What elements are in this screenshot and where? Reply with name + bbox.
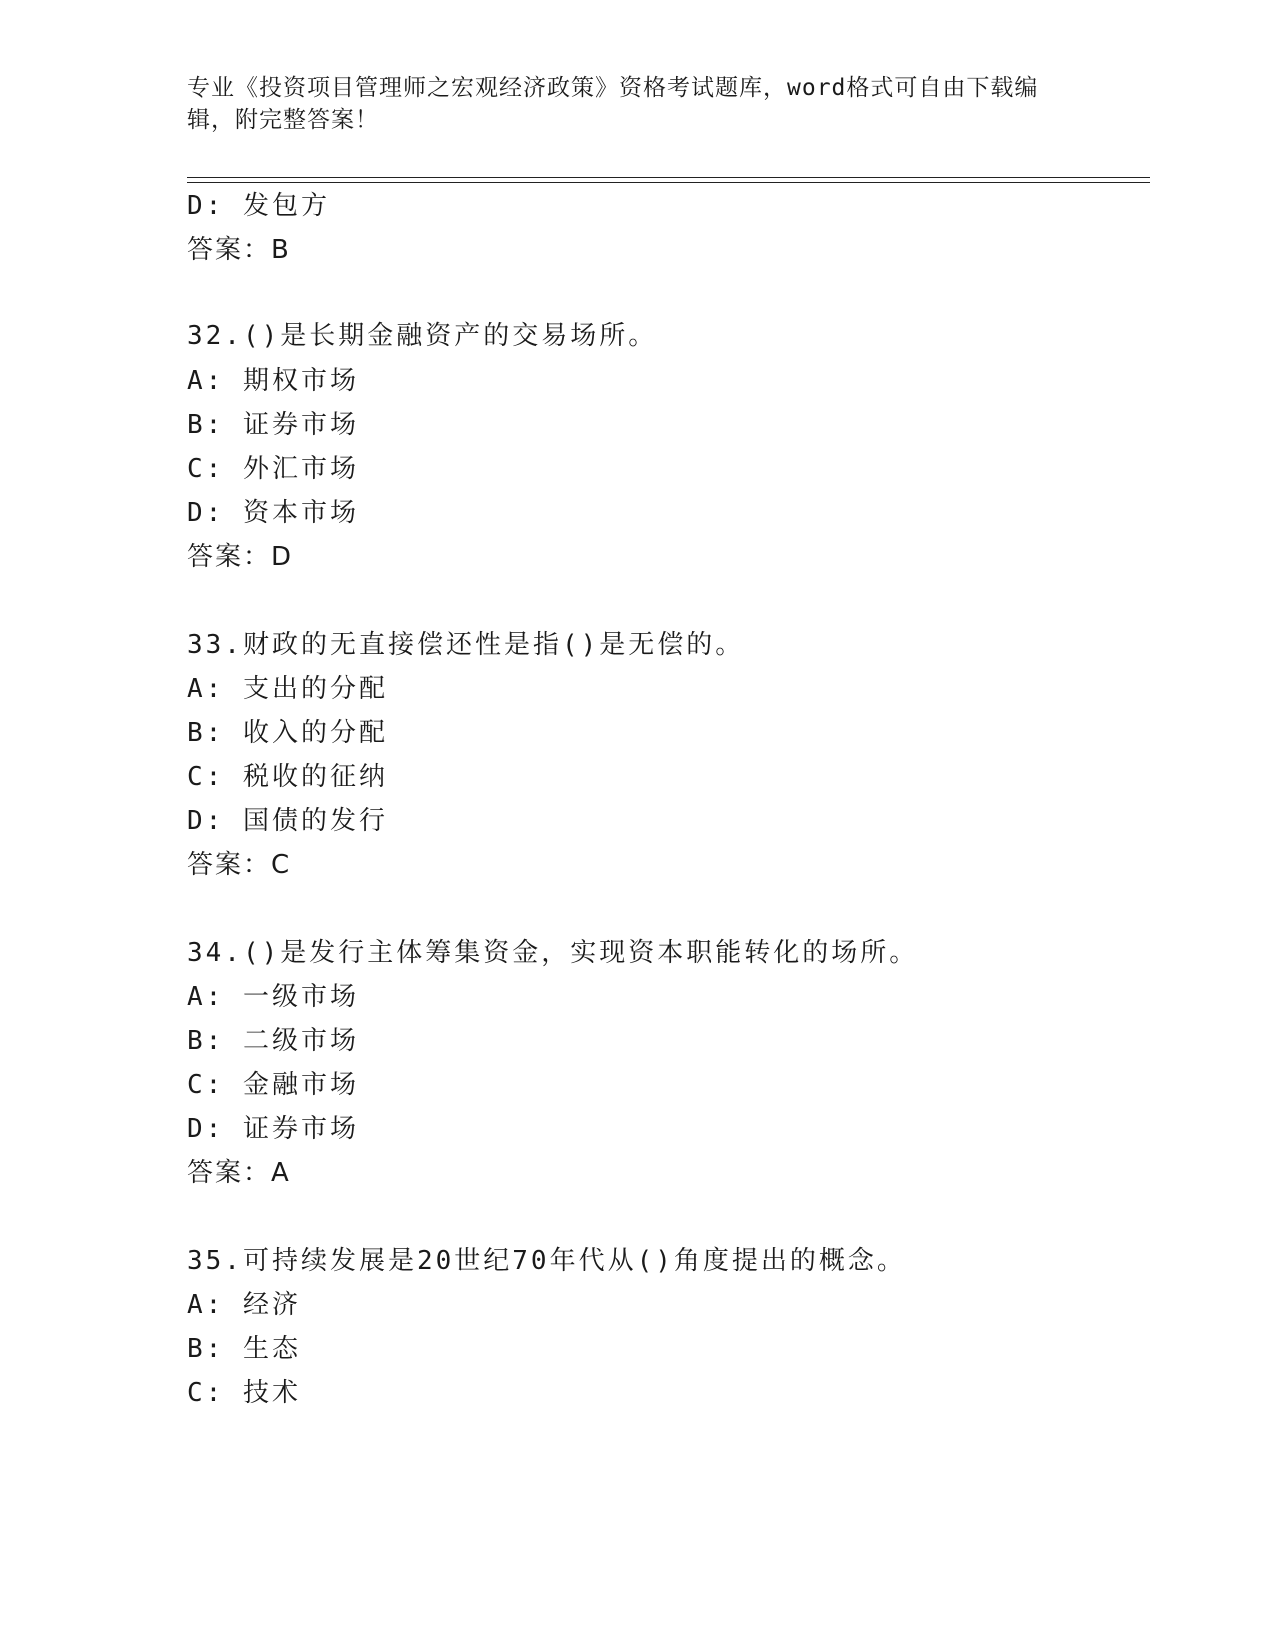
q34-stem: 34.()是发行主体筹集资金，实现资本职能转化的场所。 — [187, 938, 919, 968]
q33-option-c: C: 税收的征纳 — [187, 762, 388, 792]
q32-answer: 答案：D — [187, 542, 294, 572]
q34-option-a: A: 一级市场 — [187, 982, 359, 1012]
q33-stem: 33.财政的无直接偿还性是指()是无偿的。 — [187, 630, 745, 660]
q35-option-a: A: 经济 — [187, 1290, 301, 1320]
q34-option-c: C: 金融市场 — [187, 1070, 359, 1100]
q32-option-b: B: 证券市场 — [187, 410, 359, 440]
q32-stem: 32.()是长期金融资产的交易场所。 — [187, 321, 658, 351]
q34-answer: 答案：A — [187, 1158, 291, 1188]
q32-option-a: A: 期权市场 — [187, 366, 359, 396]
q33-option-b: B: 收入的分配 — [187, 718, 388, 748]
q33-answer: 答案：C — [187, 850, 292, 880]
document-header: 专业《投资项目管理师之宏观经济政策》资格考试题库，word格式可自由下载编辑，附完整答案！ — [187, 75, 1039, 133]
q35-stem: 35.可持续发展是20世纪70年代从()角度提出的概念。 — [187, 1246, 906, 1276]
q34-option-b: B: 二级市场 — [187, 1026, 359, 1056]
q35-option-b: B: 生态 — [187, 1334, 301, 1364]
header-divider-top — [187, 177, 1150, 178]
q33-option-a: A: 支出的分配 — [187, 674, 388, 704]
q31-option-d: D: 发包方 — [187, 191, 330, 221]
q33-option-d: D: 国债的发行 — [187, 806, 388, 836]
q35-option-c: C: 技术 — [187, 1378, 301, 1408]
q32-option-d: D: 资本市场 — [187, 498, 359, 528]
q31-answer: 答案：B — [187, 235, 291, 265]
q32-option-c: C: 外汇市场 — [187, 454, 359, 484]
q34-option-d: D: 证券市场 — [187, 1114, 359, 1144]
header-divider-bottom — [187, 182, 1150, 183]
